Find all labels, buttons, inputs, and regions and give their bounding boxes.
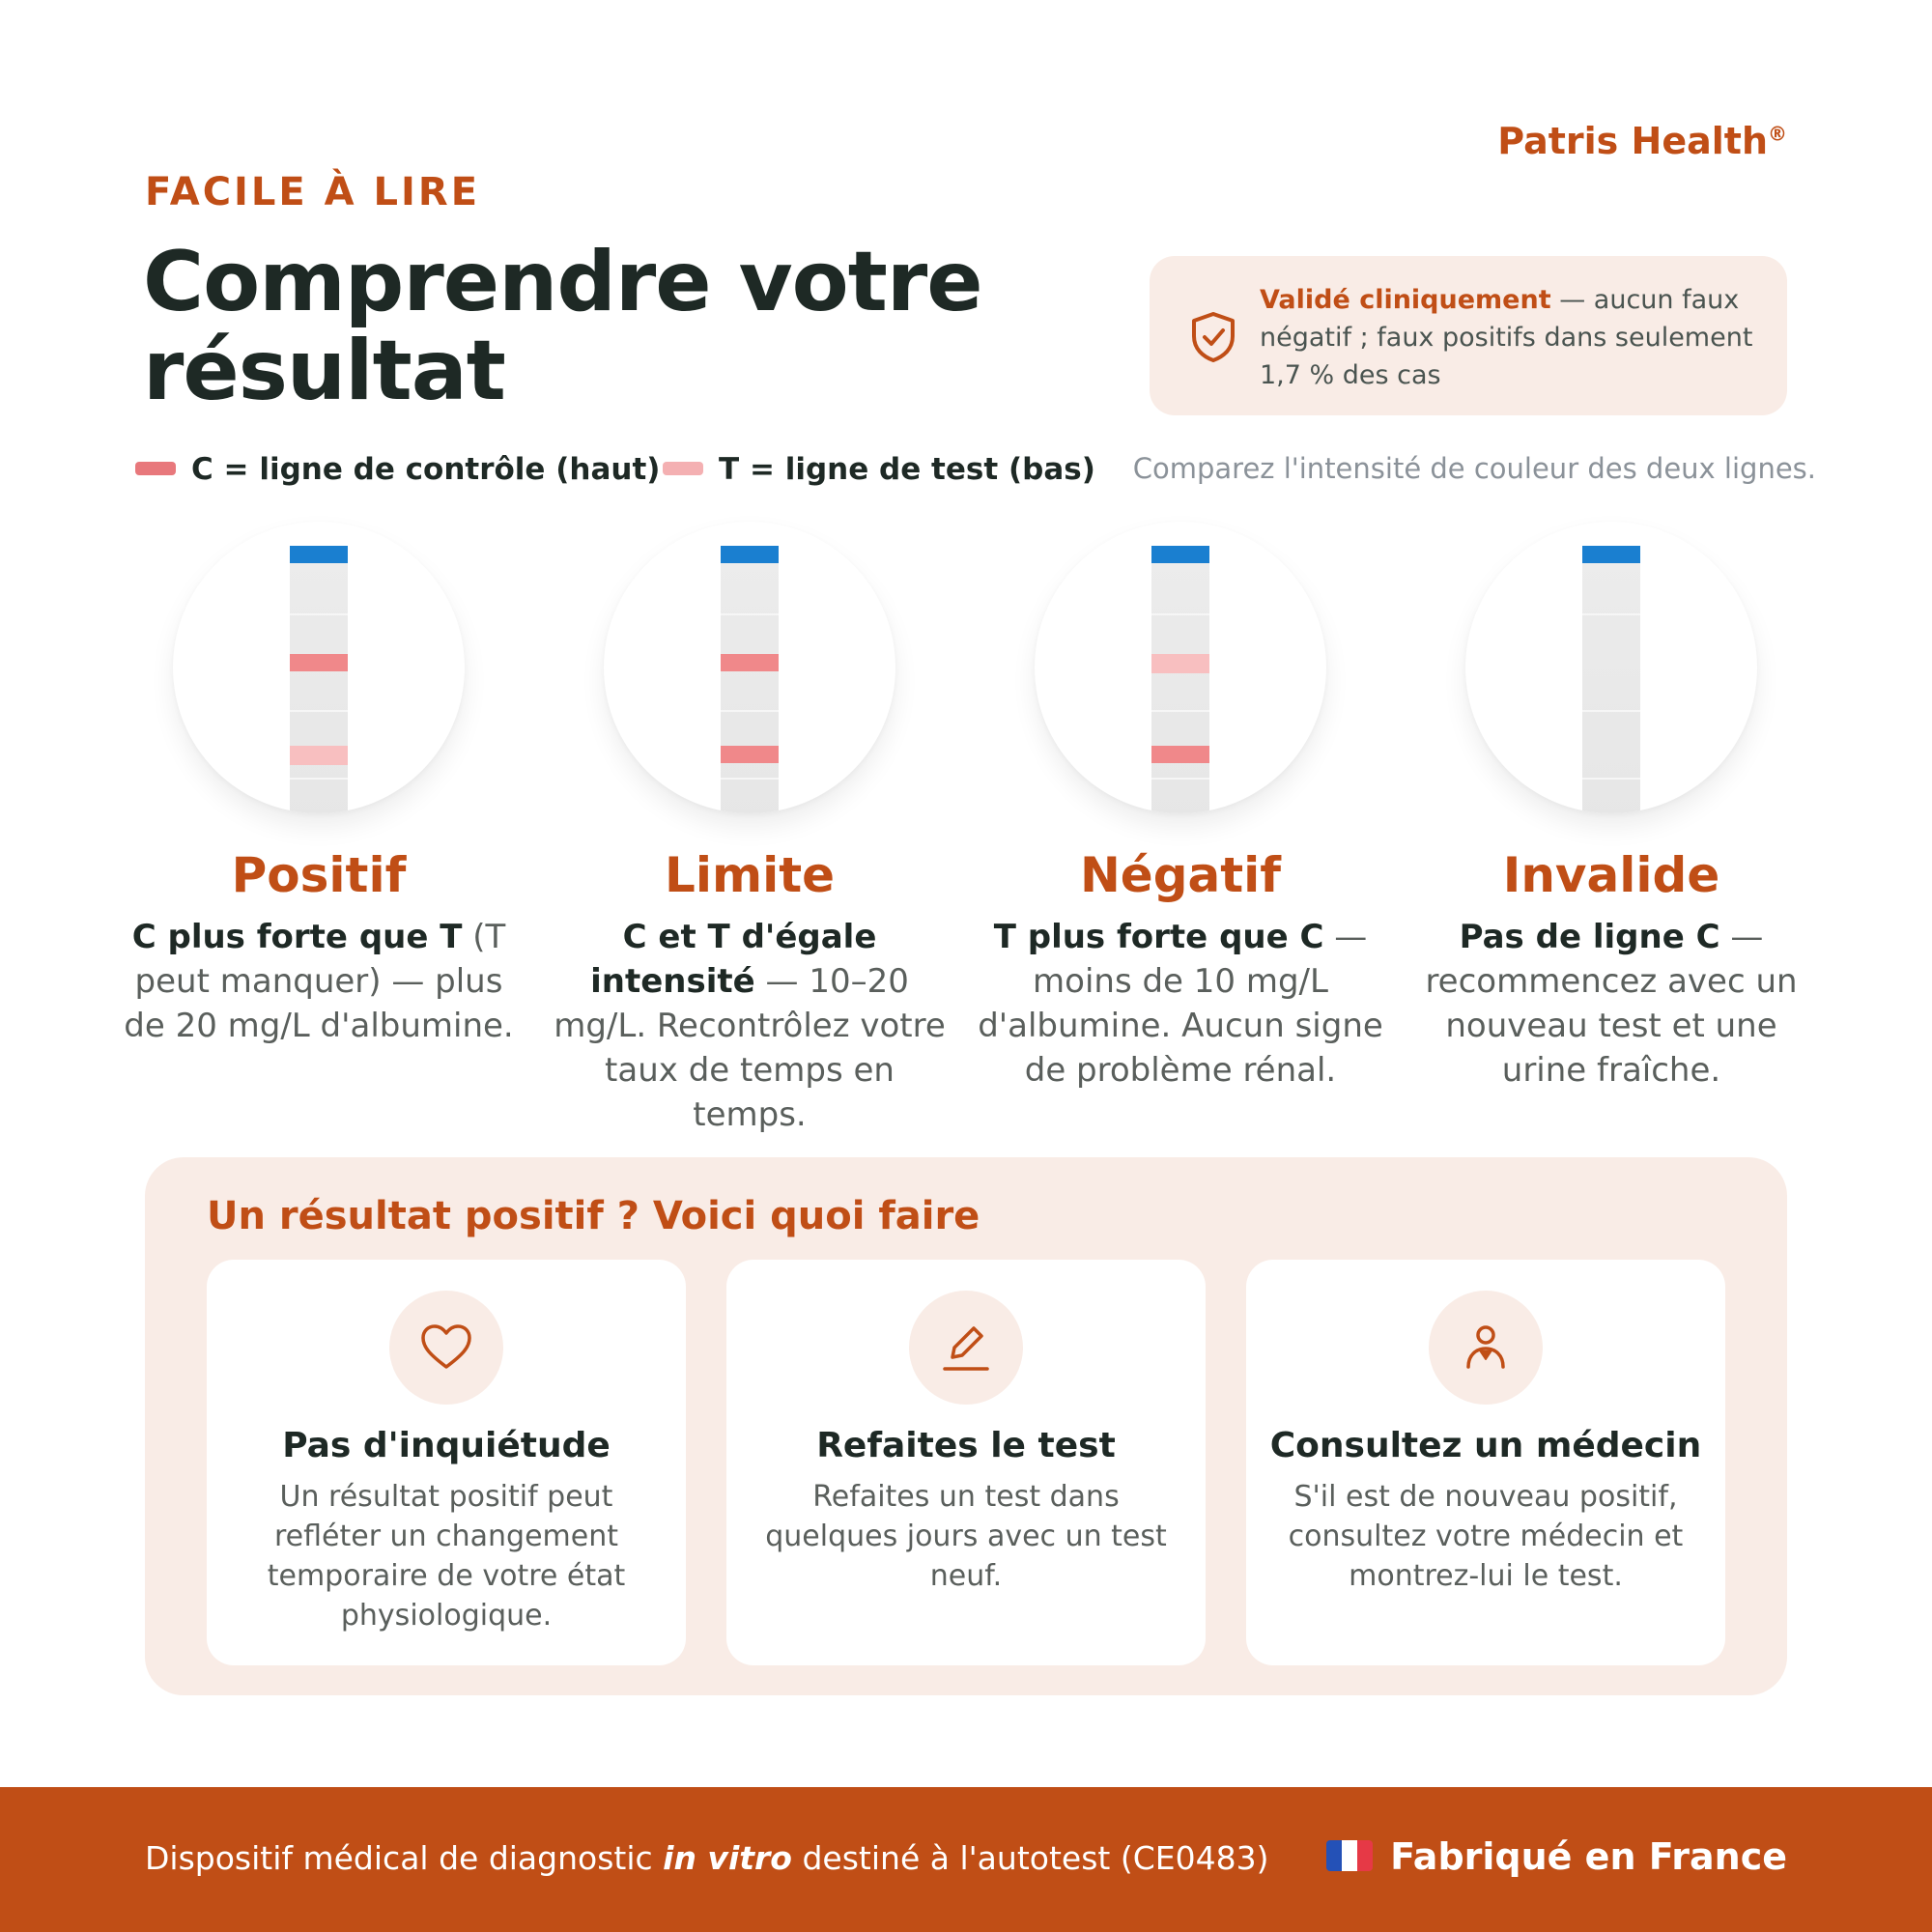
test-strip (1582, 546, 1640, 813)
test-strip (290, 546, 348, 813)
legend-control-text: = ligne de contrôle (haut) (213, 452, 661, 487)
heart-icon (417, 1319, 475, 1377)
step-title: Refaites le test (816, 1426, 1116, 1465)
validation-strong: Validé cliniquement (1260, 285, 1551, 315)
footer-notice-post: destiné à l'autotest (CE0483) (791, 1839, 1269, 1877)
result-lead: T plus forte que C (993, 918, 1324, 956)
strip-seam (1151, 710, 1209, 712)
doctor-icon (1457, 1319, 1515, 1377)
strip-seam (721, 710, 779, 712)
test-strip-illustration (1035, 522, 1326, 813)
legend-test-key: T (719, 452, 740, 487)
result-positive (116, 522, 522, 1048)
strip-seam (290, 613, 348, 615)
strip-seam (1151, 778, 1209, 780)
results-grid (0, 522, 1932, 1150)
result-invalid (1408, 522, 1814, 1093)
footer-notice-italic: in vitro (663, 1839, 792, 1877)
strip-seam (1582, 710, 1640, 712)
strip-cap (290, 546, 348, 563)
legend-control-key: C (191, 452, 213, 487)
control-line (721, 654, 779, 671)
strip-seam (721, 613, 779, 615)
result-description (978, 915, 1383, 1093)
footer-made-in (1326, 1835, 1787, 1878)
strip-seam (721, 778, 779, 780)
brand-registered-mark: ® (1768, 122, 1787, 146)
control-line (290, 654, 348, 671)
eyebrow-label: FACILE À LIRE (145, 170, 481, 214)
strip-seam (290, 778, 348, 780)
step-icon-wrap (909, 1291, 1023, 1405)
result-lead: C et T d'égale intensité (590, 918, 877, 1001)
result-description (116, 915, 522, 1048)
step-text: S'il est de nouveau positif, consultez votre médecin et montrez-lui le test. (1288, 1480, 1684, 1593)
control-line (1151, 654, 1209, 673)
result-title: Limite (664, 847, 836, 903)
pencil-icon (937, 1319, 995, 1377)
step-text: Refaites un test dans quelques jours avec un test neuf. (765, 1480, 1167, 1593)
legend-note: Comparez l'intensité de couleur des deux lignes. (1132, 452, 1816, 485)
shield-check-icon (1188, 310, 1238, 364)
result-lead: C plus forte que T (131, 918, 463, 956)
result-negative (978, 522, 1383, 1093)
result-borderline (547, 522, 952, 1137)
brand-logo (1497, 120, 1787, 162)
footer-bar (0, 1787, 1932, 1932)
legend-test-text: = ligne de test (bas) (739, 452, 1095, 487)
result-detail: (T peut manquer) — plus de 20 mg/L d'albumine. (124, 918, 514, 1045)
test-line (1151, 746, 1209, 763)
step-card-retest (726, 1260, 1206, 1665)
test-strip (721, 546, 779, 813)
validation-text (1260, 281, 1762, 394)
footer-made-in-text: Fabriqué en France (1390, 1835, 1787, 1878)
legend-test-line (663, 452, 1095, 487)
test-strip-illustration (604, 522, 895, 813)
test-strip (1151, 546, 1209, 813)
legend-test-swatch (663, 462, 703, 475)
result-description (547, 915, 952, 1137)
step-icon-wrap (389, 1291, 503, 1405)
legend-control-swatch (135, 462, 176, 475)
test-strip-illustration (173, 522, 465, 813)
step-card-doctor (1246, 1260, 1725, 1665)
france-flag-icon (1326, 1840, 1373, 1871)
strip-seam (290, 710, 348, 712)
strip-seam (1582, 613, 1640, 615)
page-title (143, 234, 1109, 419)
validation-badge (1150, 256, 1787, 415)
test-line (721, 746, 779, 763)
next-steps-title: Un résultat positif ? Voici quoi faire (207, 1194, 980, 1238)
result-title: Positif (231, 847, 407, 903)
result-title: Invalide (1502, 847, 1720, 903)
next-steps-panel (145, 1157, 1787, 1695)
result-lead: Pas de ligne C (1459, 918, 1720, 956)
test-strip-illustration (1465, 522, 1757, 813)
strip-cap (721, 546, 779, 563)
result-description (1408, 915, 1814, 1093)
strip-seam (1151, 613, 1209, 615)
footer-device-notice (145, 1839, 1268, 1877)
result-detail: — 10–20 mg/L. Recontrôlez votre taux de temps en temps. (554, 962, 946, 1134)
brand-name: Patris Health (1497, 120, 1768, 162)
step-icon-wrap (1429, 1291, 1543, 1405)
line-legend (135, 452, 1816, 491)
step-text: Un résultat positif peut refléter un changement temporaire de votre état physiologique. (267, 1480, 626, 1633)
footer-notice-pre: Dispositif médical de diagnostic (145, 1839, 664, 1877)
result-detail: — moins de 10 mg/L d'albumine. Aucun signe de problème rénal. (978, 918, 1383, 1090)
step-title: Pas d'inquiétude (282, 1426, 611, 1465)
step-title: Consultez un médecin (1269, 1426, 1702, 1465)
test-line (290, 746, 348, 765)
validation-detail: — aucun faux négatif ; faux positifs dans seulement 1,7 % des cas (1260, 285, 1753, 390)
result-detail: — recommencez avec un nouveau test et une urine fraîche. (1425, 918, 1798, 1090)
result-title: Négatif (1079, 847, 1282, 903)
page-title-line-2: résultat (143, 323, 505, 419)
page-title-line-1: Comprendre votre (143, 234, 982, 330)
step-card-no-worry (207, 1260, 686, 1665)
strip-seam (1582, 778, 1640, 780)
strip-cap (1151, 546, 1209, 563)
legend-control-line (135, 452, 660, 487)
strip-cap (1582, 546, 1640, 563)
